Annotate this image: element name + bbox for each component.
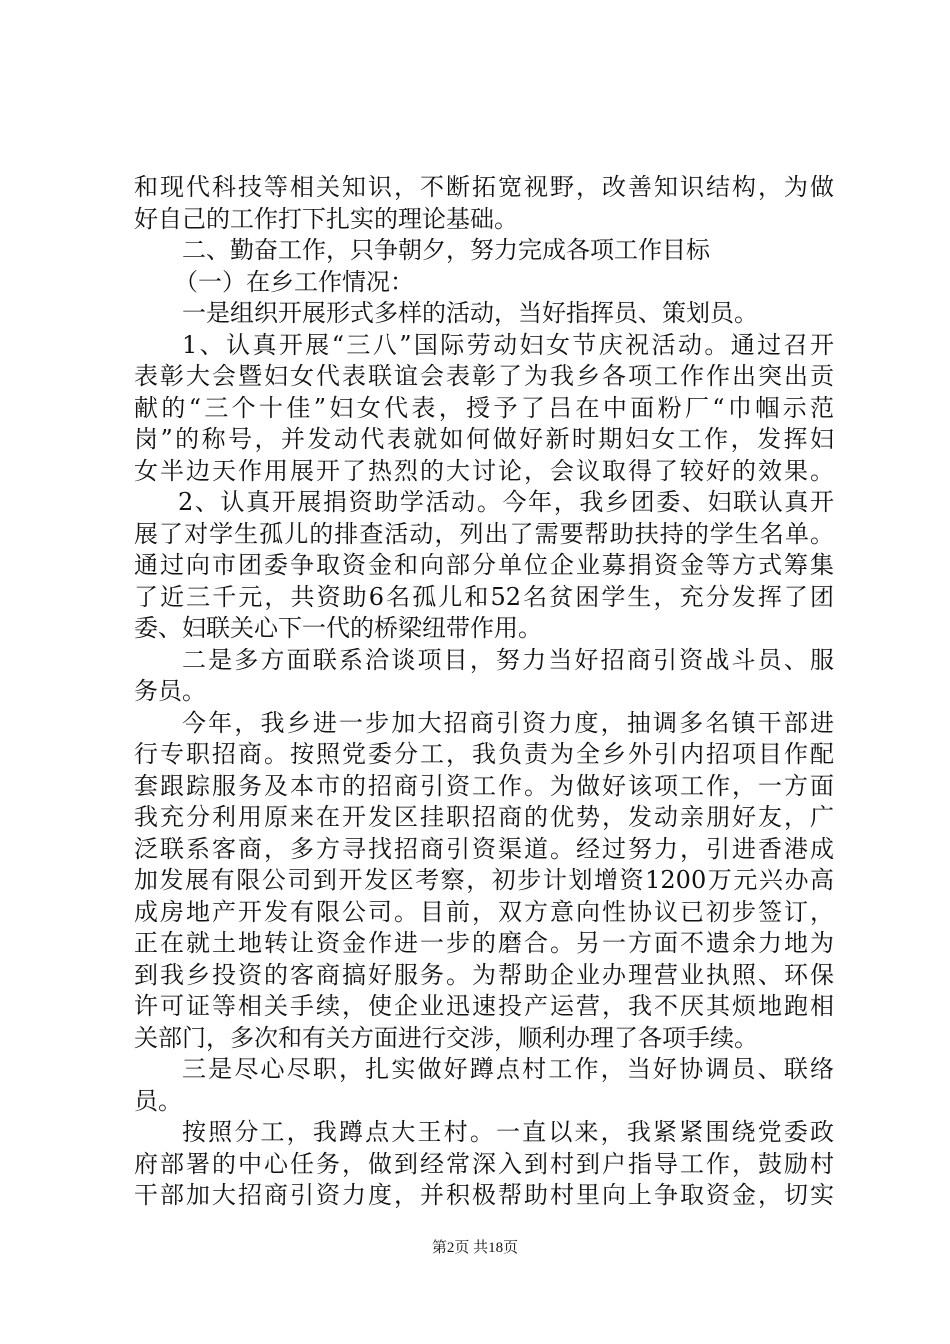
text-line: 泛联系客商，多方寻找招商引资渠道。经过努力，引进香港成 bbox=[134, 834, 834, 863]
text-line: 献的“三个十佳”妇女代表，授予了吕在中面粉厂“巾帼示范 bbox=[134, 393, 834, 422]
text-line: 我充分利用原来在开发区挂职招商的优势，发动亲朋好友，广 bbox=[134, 803, 834, 831]
text-line: 按照分工，我蹲点大王村。一直以来，我紧紧围绕党委政 bbox=[182, 1118, 834, 1146]
text-line: 二是多方面联系洽谈项目，努力当好招商引资战斗员、服 bbox=[182, 645, 834, 674]
text-line: 加发展有限公司到开发区考察，初步计划增资1200万元兴办高 bbox=[134, 866, 834, 894]
text-line: 行专职招商。按照党委分工，我负责为全乡外引内招项目作配 bbox=[134, 740, 834, 768]
text-line: 府部署的中心任务，做到经常深入到村到户指导工作，鼓励村 bbox=[134, 1149, 834, 1178]
text-line: 关部门，多次和有关方面进行交涉，顺利办理了各项手续。 bbox=[134, 1023, 758, 1052]
text-line: 今年，我乡进一步加大招商引资力度，抽调多名镇干部进 bbox=[182, 708, 834, 737]
text-line: 员。 bbox=[134, 1086, 182, 1115]
text-line: 一是组织开展形式多样的活动，当好指挥员、策划员。 bbox=[182, 299, 758, 327]
text-line: 1、认真开展“三八”国际劳动妇女节庆祝活动。通过召开 bbox=[182, 330, 834, 359]
document-body bbox=[134, 172, 834, 1212]
text-line: 三是尽心尽职，扎实做好蹲点村工作，当好协调员、联络 bbox=[182, 1055, 834, 1083]
text-line: （一）在乡工作情况： bbox=[174, 267, 414, 296]
text-line: 岗”的称号，并发动代表就如何做好新时期妇女工作，发挥妇 bbox=[134, 425, 834, 453]
text-line: 和现代科技等相关知识，不断拓宽视野，改善知识结构，为做 bbox=[134, 173, 834, 201]
text-line: 二、勤奋工作，只争朝夕，努力完成各项工作目标 bbox=[182, 236, 710, 264]
text-line: 委、妇联关心下一代的桥梁纽带作用。 bbox=[134, 614, 542, 642]
text-line: 女半边天作用展开了热烈的大讨论，会议取得了较好的效果。 bbox=[134, 456, 834, 485]
text-line: 表彰大会暨妇女代表联谊会表彰了为我乡各项工作作出突出贡 bbox=[134, 362, 834, 390]
text-line: 好自己的工作打下扎实的理论基础。 bbox=[134, 204, 518, 233]
text-line: 通过向市团委争取资金和向部分单位企业募捐资金等方式筹集 bbox=[134, 551, 834, 579]
text-line: 到我乡投资的客商搞好服务。为帮助企业办理营业执照、环保 bbox=[134, 960, 834, 989]
text-line: 展了对学生孤儿的排查活动，列出了需要帮助扶持的学生名单。 bbox=[134, 519, 834, 548]
text-line: 干部加大招商引资力度，并积极帮助村里向上争取资金，切实 bbox=[134, 1181, 834, 1209]
text-line: 正在就土地转让资金作进一步的磨合。另一方面不遗余力地为 bbox=[134, 929, 834, 957]
text-line: 许可证等相关手续，使企业迅速投产运营，我不厌其烦地跑相 bbox=[134, 992, 834, 1020]
text-line: 了近三千元，共资助6名孤儿和52名贫困学生，充分发挥了团 bbox=[134, 582, 834, 611]
text-line: 成房地产开发有限公司。目前，双方意向性协议已初步签订， bbox=[134, 897, 834, 926]
text-line: 套跟踪服务及本市的招商引资工作。为做好该项工作，一方面 bbox=[134, 771, 834, 800]
text-line: 务员。 bbox=[134, 677, 206, 705]
page-footer: 第2页 共18页 bbox=[431, 1240, 519, 1256]
text-line: 2、认真开展捐资助学活动。今年，我乡团委、妇联认真开 bbox=[178, 488, 834, 516]
